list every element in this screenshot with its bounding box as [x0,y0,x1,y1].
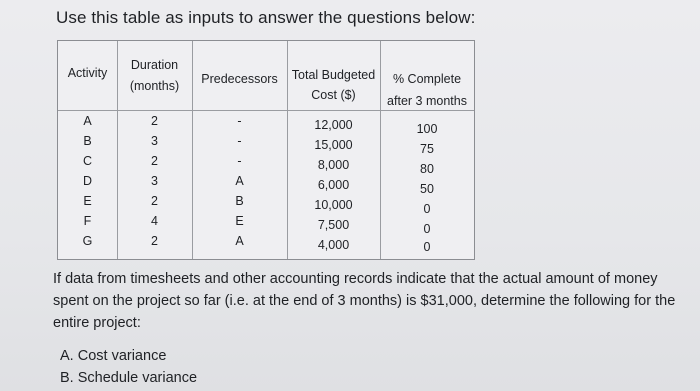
cell-predecessors: - [237,114,242,128]
cell-activity: A [83,114,92,128]
cell-budget: 4,000 [317,238,350,252]
header-duration-line2: (months) [129,79,180,93]
cell-activity: E [83,194,92,208]
header-budget-line1: Total Budgeted [291,68,376,82]
cell-complete: 80 [420,162,434,176]
header-complete-line1: % Complete [392,72,462,86]
cell-duration: 2 [151,194,158,208]
cell-activity: B [83,134,92,148]
cell-complete: 75 [420,142,434,156]
cell-budget: 12,000 [314,118,353,132]
cell-duration: 2 [151,114,158,128]
cell-duration: 2 [151,234,158,248]
question-text [53,268,683,334]
cell-complete: 0 [423,222,431,236]
header-predecessors: Predecessors [201,72,278,86]
cell-predecessors: B [235,194,244,208]
header-duration-line1: Duration [130,58,179,72]
header-activity: Activity [67,66,108,80]
cell-duration: 4 [151,214,158,228]
cell-activity: G [82,234,93,248]
question-paragraph: If data from timesheets and other accounting records indicate that the actual amount of money spent on the project so far (i.e. at the end of 3 months) is $31,000, determine the following for the entire project: [53,271,676,331]
cell-predecessors: E [235,214,244,228]
cell-predecessors: - [237,134,242,148]
item-schedule-variance: B. Schedule variance [60,370,198,386]
cell-complete: 0 [423,202,431,216]
header-complete-line2: after 3 months [387,94,467,108]
cell-activity: C [82,154,93,168]
cell-budget: 8,000 [317,158,350,172]
cell-budget: 7,500 [317,218,350,232]
cell-predecessors: - [237,154,242,168]
cell-activity: F [83,214,92,228]
cell-activity: D [82,174,93,188]
cell-predecessors: A [235,174,244,188]
cell-complete: 0 [423,240,431,254]
cell-predecessors: A [235,234,244,248]
cell-complete: 50 [420,182,434,196]
cell-duration: 3 [151,134,158,148]
activity-table [57,40,475,260]
cell-complete: 100 [416,122,438,136]
cell-budget: 15,000 [314,138,353,152]
item-cost-variance: A. Cost variance [60,348,167,364]
intro-text: Use this table as inputs to answer the questions below: [56,8,476,27]
cell-budget: 6,000 [317,178,350,192]
cell-duration: 2 [151,154,158,168]
cell-duration: 3 [151,174,158,188]
header-budget-line2: Cost ($) [311,88,356,102]
cell-budget: 10,000 [314,198,353,212]
